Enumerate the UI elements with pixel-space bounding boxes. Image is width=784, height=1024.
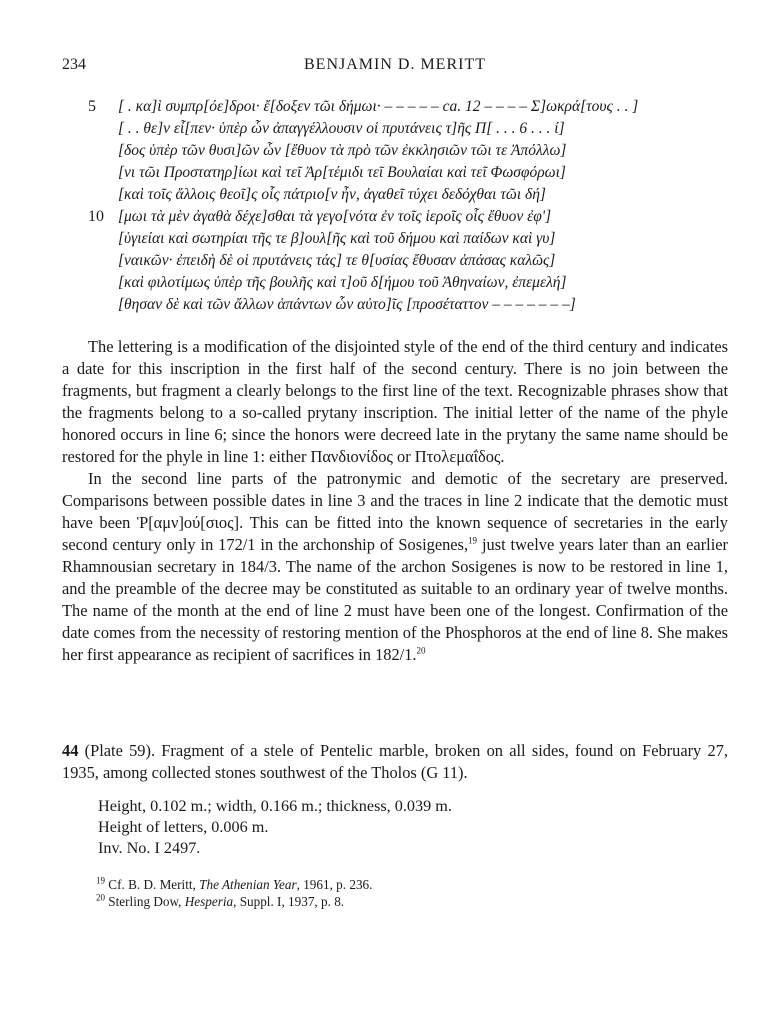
footnote-ref[interactable]: 20 [416,645,426,656]
inscription-text: [θησαν δὲ καὶ τῶν ἄλλων ἁπάντων ὧν αὐτο]ῖς [προσέταττον – – – – – – –] [118,296,576,313]
page-number: 234 [62,56,86,73]
paragraph-text: In the second line parts of the patronymic and demotic of the secretary are preserved. Comparisons between possible dates in line 3 and the traces in line 2 indicate that the demotic must have been Ῥ[αμν]ού[σιος]. This can be fitted into the known sequence of secretaries in the early second century only in 172/1 in the archonship of Sosigenes, [62,469,728,554]
inscription-line [62,272,742,294]
inscription-line [62,228,742,250]
inscription-text: [ . κα]ὶ συμπρ[όε]δροι· ἔ[δοξεν τῶι δήμωι· – – – – – ca. 12 – – – – Σ]ωκρά[τους . . ] [118,98,639,115]
footnote-number: 19 [96,875,105,886]
inscription-text: [νι τῶι Προστατηρ]ίωι καὶ τεῖ Ἀρ[τέμιδι τεῖ Βουλαίαι καὶ τεῖ Φωσφόρωι] [118,164,566,181]
commentary-paragraph [62,468,728,666]
line-number: 5 [88,98,96,115]
inscription-text: [καὶ τοῖς ἄλλοις θεοῖ]ς οἷς πάτριο[ν ἦν, ἀγαθεῖ τύχει δεδόχθαι τῶι δή] [118,186,546,203]
inscription-line [62,206,742,228]
footnote [96,893,372,910]
dimension-line: Inv. No. I 2497. [98,839,201,857]
inscription-line [62,140,742,162]
inscription-text: [δος ὑπὲρ τῶν θυσι]ῶν ὧν [ἔθυον τὰ πρὸ τῶν ἐκκλησιῶν τῶι τε Ἀπόλλω] [118,142,567,159]
inscription-line [62,294,742,316]
footnote-title: Hesperia [184,894,234,909]
inscription-text: [ὑγιείαι καὶ σωτηρίαι τῆς τε β]ουλ[ῆς καὶ τοῦ δήμου καὶ παίδων καὶ γυ] [118,230,556,247]
paragraph-text: just twelve years later than an earlier Rhamnousian secretary in 184/3. The name of the archon Sosigenes is now to be restored in line 1, and the preamble of the decree may be constituted as suitable to an ordinary year of twelve months. The name of the month at the end of line 2 must have been one of the longest. Confirmation of the date comes from the necessity of restoring mention of the Phosphoros at the end of line 8. She makes her first appearance as recipient of sacrifices in 182/1. [62,535,728,664]
commentary-paragraph: The lettering is a modification of the disjointed style of the end of the third century and indicates a date for this inscription in the first half of the second century. There is no join between the fragments, but fragment a clearly belongs to the first line of the text. Recognizable phrases show that the fragments belong to a so-called prytany inscription. The initial letter of the name of the phyle honored occurs in line 6; since the honors were decreed late in the prytany the same name should be restored for the phyle in line 1: either Πανδιονίδος or Πτολεμαΐδος. [62,337,728,466]
page-header [62,56,728,80]
footnote-text: Cf. B. D. Meritt, [105,877,200,892]
inscription-text: [ . . θε]ν εἶ[πεν· ὑπὲρ ὧν ἀπαγγέλλουσιν οἱ πρυτάνεις τ]ῆς Π[ . . . 6 . . . ί] [118,120,565,137]
entry-number: 44 [62,741,79,760]
dimension-line: Height, 0.102 m.; width, 0.166 m.; thickness, 0.039 m. [98,797,452,815]
commentary [62,336,728,666]
footnote-number: 20 [96,892,105,903]
inscription-text: [καὶ φιλοτίμως ὑπὲρ τῆς βουλῆς καὶ τ]οῦ δ[ήμου τοῦ Ἀθηναίων, ἐπεμελή] [118,274,567,291]
footnote-text: Sterling Dow, [105,894,185,909]
inscription-line [62,96,742,118]
inscription-text: [μωι τὰ μὲν ἀγαθὰ δέχε]σθαι τὰ γεγο[νότα ἐν τοῖς ἱεροῖς οἷς ἔθυον ἐφ'] [118,208,552,225]
inscription-line [62,250,742,272]
inscription-line [62,118,742,140]
footnote [96,876,372,893]
inscription-text: [ναικῶν· ἐπειδὴ δὲ οἱ πρυτάνεις τάς] τε θ[υσίας ἔθυσαν ἁπάσας καλῶς] [118,252,556,269]
inscription-line [62,184,742,206]
footnote-title: The Athenian Year [199,877,297,892]
footnote-text: , 1961, p. 236. [296,877,373,892]
entry-paragraph [62,740,728,784]
dimension-line: Height of letters, 0.006 m. [98,818,269,836]
catalog-entry [62,740,728,784]
footnote-ref[interactable]: 19 [468,535,478,546]
footnote-text: , Suppl. I, 1937, p. 8. [233,894,345,909]
greek-inscription [62,96,742,316]
inscription-line [62,162,742,184]
entry-text: (Plate 59). Fragment of a stele of Pentelic marble, broken on all sides, found on February 27, 1935, among collected stones southwest of the Tholos (G 11). [62,741,728,782]
footnotes [96,876,372,910]
running-head: BENJAMIN D. MERITT [304,56,486,73]
dimensions [98,796,452,859]
line-number: 10 [88,208,104,225]
